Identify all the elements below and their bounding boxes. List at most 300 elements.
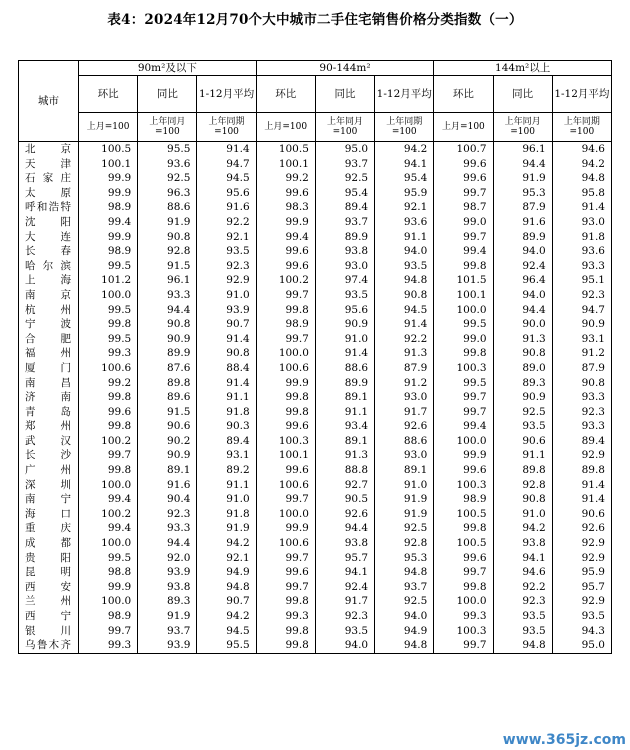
index-value: 92.5 (493, 405, 552, 420)
index-value: 99.4 (434, 244, 493, 259)
base-header: 上年同月=100 (315, 113, 374, 142)
table-row (19, 492, 612, 507)
city-name: 兰州 (19, 594, 79, 609)
table-row (19, 142, 612, 157)
index-value: 94.4 (493, 303, 552, 318)
index-value: 90.3 (197, 419, 256, 434)
city-name: 成都 (19, 536, 79, 551)
index-value: 101.2 (79, 273, 138, 288)
index-value: 91.4 (315, 346, 374, 361)
index-value: 91.9 (197, 521, 256, 536)
index-value: 99.3 (79, 638, 138, 653)
index-value: 90.9 (138, 448, 197, 463)
index-value: 93.3 (138, 288, 197, 303)
city-name: 长沙 (19, 448, 79, 463)
index-value: 100.0 (79, 536, 138, 551)
index-value: 91.1 (315, 405, 374, 420)
index-value: 94.6 (493, 565, 552, 580)
city-name: 合肥 (19, 332, 79, 347)
index-value: 90.5 (315, 492, 374, 507)
index-value: 98.9 (79, 244, 138, 259)
table-row (19, 259, 612, 274)
index-value: 94.0 (493, 288, 552, 303)
index-value: 98.7 (434, 200, 493, 215)
index-value: 99.8 (79, 463, 138, 478)
index-value: 89.0 (493, 361, 552, 376)
index-value: 99.7 (434, 638, 493, 653)
index-value: 93.8 (138, 580, 197, 595)
index-value: 91.9 (493, 171, 552, 186)
sub-header: 1-12月平均 (197, 76, 256, 113)
index-value: 99.7 (256, 288, 315, 303)
city-name: 昆明 (19, 565, 79, 580)
index-value: 100.2 (79, 507, 138, 522)
table-row (19, 215, 612, 230)
index-value: 91.4 (197, 332, 256, 347)
index-value: 99.8 (434, 580, 493, 595)
index-value: 94.2 (197, 609, 256, 624)
index-value: 95.1 (552, 273, 611, 288)
index-value: 100.0 (434, 594, 493, 609)
index-value: 100.0 (434, 303, 493, 318)
index-value: 91.5 (138, 405, 197, 420)
index-value: 89.8 (138, 376, 197, 391)
index-value: 99.6 (434, 463, 493, 478)
index-value: 99.8 (256, 405, 315, 420)
index-value: 94.4 (138, 303, 197, 318)
index-value: 99.9 (256, 215, 315, 230)
index-value: 100.0 (79, 478, 138, 493)
index-value: 100.2 (79, 434, 138, 449)
index-value: 96.1 (138, 273, 197, 288)
index-value: 95.7 (552, 580, 611, 595)
price-index-table (18, 60, 612, 654)
index-value: 91.6 (197, 200, 256, 215)
city-name: 武汉 (19, 434, 79, 449)
index-value: 88.4 (197, 361, 256, 376)
index-value: 92.1 (375, 200, 434, 215)
index-value: 99.4 (79, 215, 138, 230)
index-value: 92.0 (138, 551, 197, 566)
index-value: 93.1 (552, 332, 611, 347)
city-name: 长春 (19, 244, 79, 259)
table-row (19, 594, 612, 609)
index-value: 92.4 (493, 259, 552, 274)
index-value: 95.9 (375, 186, 434, 201)
city-name: 上海 (19, 273, 79, 288)
index-value: 91.2 (375, 376, 434, 391)
index-value: 89.9 (315, 230, 374, 245)
sub-header: 同比 (493, 76, 552, 113)
table-row (19, 521, 612, 536)
index-value: 94.5 (197, 624, 256, 639)
index-value: 91.0 (375, 478, 434, 493)
index-value: 93.0 (315, 259, 374, 274)
city-name: 太原 (19, 186, 79, 201)
index-value: 90.2 (138, 434, 197, 449)
index-value: 90.8 (138, 230, 197, 245)
index-value: 100.7 (434, 142, 493, 157)
index-value: 92.9 (552, 594, 611, 609)
index-value: 92.3 (197, 259, 256, 274)
index-value: 100.1 (256, 157, 315, 172)
index-value: 92.1 (197, 551, 256, 566)
index-value: 91.0 (493, 507, 552, 522)
index-value: 98.9 (79, 200, 138, 215)
index-value: 100.2 (256, 273, 315, 288)
index-value: 92.9 (552, 551, 611, 566)
city-name: 杭州 (19, 303, 79, 318)
city-name: 哈尔滨 (19, 259, 79, 274)
table-row (19, 346, 612, 361)
index-value: 92.8 (138, 244, 197, 259)
index-value: 88.6 (375, 434, 434, 449)
group-header-medium: 90-144m² (256, 61, 434, 76)
index-value: 95.4 (375, 171, 434, 186)
city-name: 贵阳 (19, 551, 79, 566)
table-row (19, 448, 612, 463)
index-value: 91.8 (552, 230, 611, 245)
index-value: 92.5 (375, 594, 434, 609)
index-value: 99.8 (79, 419, 138, 434)
index-value: 100.0 (256, 507, 315, 522)
index-value: 94.1 (493, 551, 552, 566)
index-value: 90.9 (138, 332, 197, 347)
index-value: 93.6 (138, 157, 197, 172)
index-value: 99.5 (79, 551, 138, 566)
index-value: 91.0 (315, 332, 374, 347)
index-value: 91.5 (138, 259, 197, 274)
sub-header: 1-12月平均 (552, 76, 611, 113)
index-value: 90.9 (552, 317, 611, 332)
index-value: 100.5 (434, 536, 493, 551)
index-value: 90.7 (197, 594, 256, 609)
index-value: 95.9 (552, 565, 611, 580)
index-value: 99.0 (434, 332, 493, 347)
index-value: 91.7 (315, 594, 374, 609)
index-value: 93.5 (493, 609, 552, 624)
table-row (19, 186, 612, 201)
index-value: 93.6 (552, 244, 611, 259)
table-row (19, 507, 612, 522)
table-row (19, 463, 612, 478)
index-value: 96.4 (493, 273, 552, 288)
index-value: 99.5 (79, 259, 138, 274)
index-value: 99.7 (434, 565, 493, 580)
index-value: 99.8 (434, 259, 493, 274)
index-value: 99.7 (434, 186, 493, 201)
index-value: 89.3 (493, 376, 552, 391)
index-value: 99.6 (79, 405, 138, 420)
index-value: 99.7 (434, 390, 493, 405)
index-value: 94.1 (375, 157, 434, 172)
index-value: 99.8 (256, 594, 315, 609)
city-name: 郑州 (19, 419, 79, 434)
index-value: 99.6 (256, 463, 315, 478)
index-value: 91.1 (375, 230, 434, 245)
sub-header: 环比 (434, 76, 493, 113)
index-value: 93.0 (375, 448, 434, 463)
index-value: 89.1 (138, 463, 197, 478)
index-value: 91.7 (375, 405, 434, 420)
city-name: 深圳 (19, 478, 79, 493)
table-row (19, 230, 612, 245)
index-value: 91.4 (197, 376, 256, 391)
index-value: 87.6 (138, 361, 197, 376)
index-value: 91.4 (552, 200, 611, 215)
index-value: 91.1 (197, 478, 256, 493)
city-header: 城市 (19, 61, 79, 142)
index-value: 94.0 (375, 609, 434, 624)
index-value: 99.2 (79, 376, 138, 391)
index-value: 91.9 (138, 609, 197, 624)
index-value: 91.9 (375, 507, 434, 522)
index-value: 91.4 (552, 478, 611, 493)
city-name: 厦门 (19, 361, 79, 376)
table-row (19, 390, 612, 405)
index-value: 100.5 (256, 142, 315, 157)
index-value: 88.6 (138, 200, 197, 215)
table-row (19, 551, 612, 566)
table-row (19, 303, 612, 318)
index-value: 100.5 (79, 142, 138, 157)
index-value: 93.4 (315, 419, 374, 434)
sub-header: 环比 (79, 76, 138, 113)
index-value: 92.5 (315, 171, 374, 186)
table-header (19, 61, 612, 142)
index-value: 93.3 (138, 521, 197, 536)
index-value: 94.8 (197, 580, 256, 595)
table-row (19, 273, 612, 288)
index-value: 98.8 (79, 565, 138, 580)
sub-header: 同比 (315, 76, 374, 113)
index-value: 94.4 (315, 521, 374, 536)
index-value: 100.3 (256, 434, 315, 449)
index-value: 87.9 (375, 361, 434, 376)
index-value: 93.5 (493, 419, 552, 434)
index-value: 92.3 (552, 405, 611, 420)
index-value: 94.8 (375, 565, 434, 580)
index-value: 99.3 (256, 609, 315, 624)
index-value: 90.9 (315, 317, 374, 332)
index-value: 92.9 (552, 536, 611, 551)
index-value: 93.8 (315, 244, 374, 259)
city-name: 石家庄 (19, 171, 79, 186)
index-value: 93.5 (315, 624, 374, 639)
index-value: 91.4 (552, 492, 611, 507)
index-value: 100.3 (434, 478, 493, 493)
index-value: 92.8 (493, 478, 552, 493)
index-value: 87.9 (552, 361, 611, 376)
city-name: 南京 (19, 288, 79, 303)
index-value: 91.9 (138, 215, 197, 230)
city-name: 南昌 (19, 376, 79, 391)
table-body (19, 142, 612, 654)
index-value: 94.4 (138, 536, 197, 551)
base-header: 上年同期=100 (552, 113, 611, 142)
index-value: 99.2 (256, 171, 315, 186)
index-value: 89.3 (138, 594, 197, 609)
index-value: 94.6 (552, 142, 611, 157)
city-name: 济南 (19, 390, 79, 405)
index-value: 93.7 (138, 624, 197, 639)
index-value: 95.3 (493, 186, 552, 201)
index-value: 91.3 (315, 448, 374, 463)
index-value: 93.6 (375, 215, 434, 230)
table-row (19, 157, 612, 172)
index-value: 90.4 (138, 492, 197, 507)
index-value: 92.6 (315, 507, 374, 522)
index-value: 92.8 (375, 536, 434, 551)
index-value: 91.9 (375, 492, 434, 507)
index-value: 94.8 (493, 638, 552, 653)
sub-header: 环比 (256, 76, 315, 113)
base-header: 上年同期=100 (375, 113, 434, 142)
index-value: 99.6 (256, 244, 315, 259)
index-value: 92.2 (375, 332, 434, 347)
index-value: 93.0 (375, 390, 434, 405)
table-row (19, 580, 612, 595)
index-value: 90.6 (552, 507, 611, 522)
index-value: 89.1 (315, 390, 374, 405)
table-row (19, 332, 612, 347)
index-value: 89.4 (197, 434, 256, 449)
index-value: 100.0 (434, 434, 493, 449)
index-value: 91.4 (197, 142, 256, 157)
index-value: 93.8 (493, 536, 552, 551)
index-value: 90.7 (197, 317, 256, 332)
base-header: 上月=100 (434, 113, 493, 142)
index-value: 93.9 (197, 303, 256, 318)
index-value: 91.1 (197, 390, 256, 405)
index-value: 99.9 (434, 448, 493, 463)
index-value: 99.8 (256, 390, 315, 405)
table-row (19, 434, 612, 449)
index-value: 93.5 (552, 609, 611, 624)
index-value: 99.8 (79, 317, 138, 332)
index-value: 96.3 (138, 186, 197, 201)
table-row (19, 200, 612, 215)
index-value: 92.7 (315, 478, 374, 493)
index-value: 90.6 (138, 419, 197, 434)
index-value: 94.0 (375, 244, 434, 259)
index-value: 99.6 (434, 551, 493, 566)
index-value: 97.4 (315, 273, 374, 288)
index-value: 93.5 (375, 259, 434, 274)
index-value: 101.5 (434, 273, 493, 288)
index-value: 93.7 (375, 580, 434, 595)
index-value: 90.8 (552, 376, 611, 391)
city-name: 天津 (19, 157, 79, 172)
index-value: 99.3 (79, 346, 138, 361)
index-value: 96.1 (493, 142, 552, 157)
index-value: 89.9 (493, 230, 552, 245)
index-value: 94.7 (552, 303, 611, 318)
table-row (19, 624, 612, 639)
index-value: 94.9 (197, 565, 256, 580)
index-value: 91.0 (197, 288, 256, 303)
index-value: 95.5 (138, 142, 197, 157)
index-value: 89.9 (315, 376, 374, 391)
index-value: 99.9 (256, 376, 315, 391)
index-value: 92.1 (197, 230, 256, 245)
index-value: 99.9 (256, 521, 315, 536)
index-value: 99.6 (256, 259, 315, 274)
index-value: 89.9 (138, 346, 197, 361)
table-row (19, 361, 612, 376)
table-title: 表4：2024年12月70个大中城市二手住宅销售价格分类指数（一） (107, 12, 523, 28)
index-value: 99.7 (79, 448, 138, 463)
index-value: 89.8 (493, 463, 552, 478)
index-value: 93.5 (197, 244, 256, 259)
index-value: 92.4 (315, 580, 374, 595)
table-row (19, 478, 612, 493)
index-value: 90.9 (493, 390, 552, 405)
index-value: 94.7 (197, 157, 256, 172)
index-value: 95.3 (375, 551, 434, 566)
index-value: 99.5 (434, 376, 493, 391)
index-value: 94.9 (375, 624, 434, 639)
index-value: 88.8 (315, 463, 374, 478)
index-value: 91.1 (493, 448, 552, 463)
table-row (19, 609, 612, 624)
city-name: 福州 (19, 346, 79, 361)
table-row (19, 638, 612, 653)
city-name: 乌鲁木齐 (19, 638, 79, 653)
index-value: 90.8 (493, 492, 552, 507)
index-value: 100.1 (256, 448, 315, 463)
table-row (19, 419, 612, 434)
table-row (19, 317, 612, 332)
index-value: 92.5 (138, 171, 197, 186)
index-value: 89.2 (197, 463, 256, 478)
table-row (19, 244, 612, 259)
index-value: 94.5 (375, 303, 434, 318)
index-value: 94.2 (552, 157, 611, 172)
base-header: 上年同月=100 (138, 113, 197, 142)
index-value: 92.6 (375, 419, 434, 434)
index-value: 87.9 (493, 200, 552, 215)
index-value: 92.9 (552, 448, 611, 463)
index-value: 94.4 (493, 157, 552, 172)
index-value: 94.8 (375, 638, 434, 653)
index-value: 100.5 (434, 507, 493, 522)
index-value: 98.9 (434, 492, 493, 507)
index-value: 100.3 (434, 361, 493, 376)
index-value: 95.5 (197, 638, 256, 653)
index-value: 91.0 (197, 492, 256, 507)
index-value: 99.6 (256, 419, 315, 434)
index-value: 92.5 (375, 521, 434, 536)
index-value: 93.0 (552, 215, 611, 230)
index-value: 93.3 (552, 259, 611, 274)
table-row (19, 405, 612, 420)
index-value: 100.0 (79, 288, 138, 303)
city-name: 银川 (19, 624, 79, 639)
index-value: 99.9 (79, 186, 138, 201)
index-value: 93.1 (197, 448, 256, 463)
index-value: 94.0 (315, 638, 374, 653)
table-row (19, 376, 612, 391)
index-value: 94.2 (197, 536, 256, 551)
index-value: 95.4 (315, 186, 374, 201)
group-header-small: 90m²及以下 (79, 61, 257, 76)
city-name: 青岛 (19, 405, 79, 420)
city-name: 大连 (19, 230, 79, 245)
index-value: 99.5 (79, 303, 138, 318)
index-value: 92.6 (552, 521, 611, 536)
index-value: 90.8 (375, 288, 434, 303)
